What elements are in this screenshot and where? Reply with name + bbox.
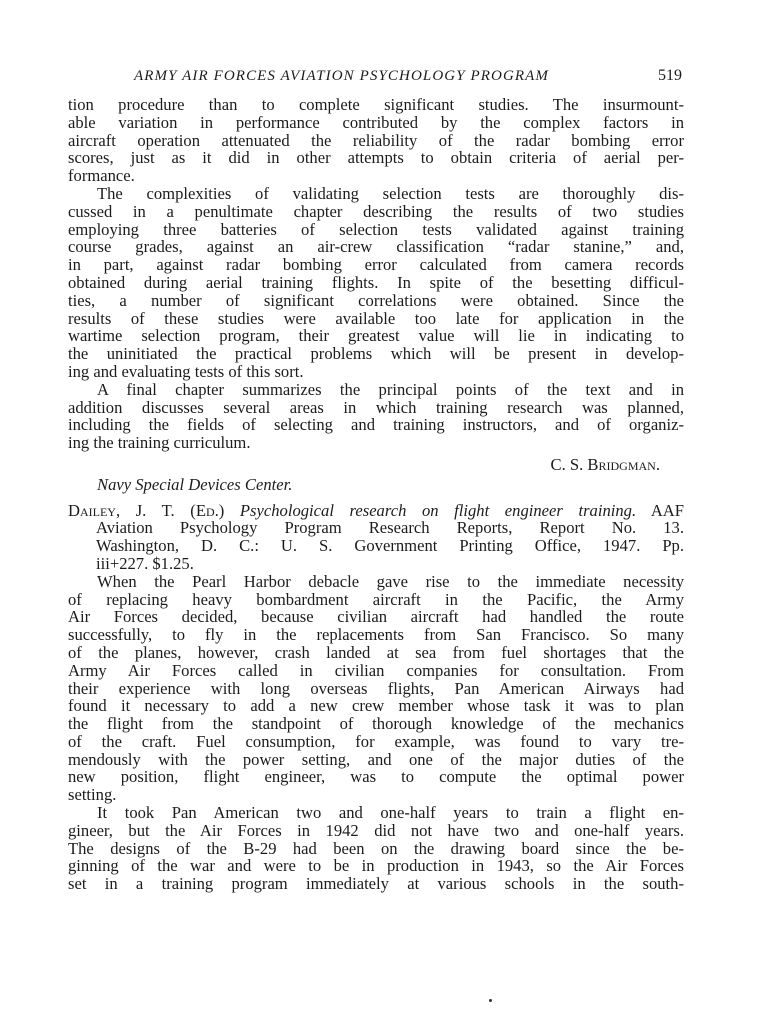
text-line: The designs of the B-29 had been on the drawing board since the be- bbox=[68, 838, 684, 858]
text-line: wartime selection program, their greatest value will lie in indicating to bbox=[68, 326, 684, 346]
continuation-paragraph bbox=[68, 96, 684, 185]
text-line: cussed in a penultimate chapter describing the results of two studies bbox=[68, 201, 684, 221]
text-line: scores, just as it did in other attempts to obtain criteria of aerial per- bbox=[68, 148, 684, 168]
citation-author: Dailey, J. T. (Ed.) bbox=[68, 500, 225, 520]
text-line: in part, against radar bombing error calculated from camera records bbox=[68, 255, 684, 275]
text-line: the flight from the standpoint of thorough knowledge of the mechanics bbox=[68, 714, 684, 734]
text-line: mendously with the power setting, and one of the major duties of the bbox=[68, 749, 684, 769]
citation-line: Washington, D. C.: U. S. Government Printing Office, 1947. Pp. bbox=[96, 536, 684, 556]
text-line: ing and evaluating tests of this sort. bbox=[68, 361, 304, 381]
text-line: A final chapter summarizes the principal points of the text and in bbox=[97, 379, 684, 399]
page-number: 519 bbox=[658, 67, 682, 84]
text-line: It took Pan American two and one-half years to train a flight en- bbox=[97, 803, 684, 823]
text-line: ginning of the war and were to be in production in 1943, so the Air Forces bbox=[68, 856, 684, 876]
text-line: ing the training curriculum. bbox=[68, 433, 251, 453]
text-line: their experience with long overseas flights, Pan American Airways had bbox=[68, 678, 684, 698]
text-line: of replacing heavy bombardment aircraft in the Pacific, the Army bbox=[68, 589, 684, 609]
page-header bbox=[68, 66, 684, 90]
citation-series-start: AAF bbox=[650, 500, 685, 520]
text-line: set in a training program immediately at various schools in the south- bbox=[68, 874, 684, 894]
text-line: setting. bbox=[68, 785, 117, 805]
text-line: results of these studies were available too late for application in the bbox=[68, 308, 684, 328]
citation-title: Psychological research on flight engineer training. bbox=[239, 500, 637, 520]
text-line: aircraft operation attenuated the reliability of the radar bombing error bbox=[68, 130, 684, 150]
citation-line-first bbox=[68, 502, 684, 520]
text-line: of the planes, however, crash landed at sea from fuel shortages that the bbox=[68, 642, 684, 662]
text-line: new position, flight engineer, was to compute the optimal power bbox=[68, 767, 684, 787]
reviewer-signature: C. S. Bridgman. bbox=[550, 454, 660, 474]
text-line: ties, a number of significant correlations were obtained. Since the bbox=[68, 290, 684, 310]
text-line: gineer, but the Air Forces in 1942 did not have two and one-half years. bbox=[68, 820, 684, 840]
paragraph-final-chapter bbox=[68, 381, 684, 452]
text-line: including the fields of selecting and training instructors, and of organiz- bbox=[68, 415, 684, 435]
text-line: addition discusses several areas in which training research was planned, bbox=[68, 397, 684, 417]
text-line: found it necessary to add a new crew member whose task it was to plan bbox=[68, 696, 684, 716]
text-line: successfully, to fly in the replacements from San Francisco. So many bbox=[68, 625, 684, 645]
text-line: employing three batteries of selection tests validated against training bbox=[68, 219, 684, 239]
paragraph-pan-american bbox=[68, 804, 684, 893]
text-line: Army Air Forces called in civilian companies for consultation. From bbox=[68, 660, 684, 680]
review-citation bbox=[68, 502, 684, 573]
text-line: formance. bbox=[68, 166, 135, 186]
citation-line: iii+227. $1.25. bbox=[96, 553, 194, 573]
text-line: tion procedure than to complete significant studies. The insurmount- bbox=[68, 95, 684, 114]
text-line: The complexities of validating selection tests are thoroughly dis- bbox=[97, 183, 684, 203]
text-line: of the craft. Fuel consumption, for example, was found to vary tre- bbox=[68, 731, 684, 751]
paragraph-pearl-harbor bbox=[68, 573, 684, 804]
text-line: course grades, against an air-crew classification “radar stanine,” and, bbox=[68, 237, 684, 257]
reviewer-affiliation: Navy Special Devices Center. bbox=[97, 474, 293, 494]
text-line: the uninitiated the practical problems which will be present in develop- bbox=[68, 344, 684, 364]
scan-speck bbox=[489, 999, 492, 1002]
body-text bbox=[68, 96, 684, 893]
text-line: obtained during aerial training flights. In spite of the besetting difficul- bbox=[68, 272, 684, 292]
running-title: ARMY AIR FORCES AVIATION PSYCHOLOGY PROGRAM bbox=[134, 68, 550, 84]
citation-line: Aviation Psychology Program Research Reports, Report No. 13. bbox=[96, 518, 684, 538]
paragraph-validation bbox=[68, 185, 684, 381]
text-line: When the Pearl Harbor debacle gave rise to the immediate necessity bbox=[97, 571, 684, 591]
text-line: Air Forces decided, because civilian aircraft had handled the route bbox=[68, 607, 684, 627]
text-line: able variation in performance contributed by the complex factors in bbox=[68, 112, 684, 132]
